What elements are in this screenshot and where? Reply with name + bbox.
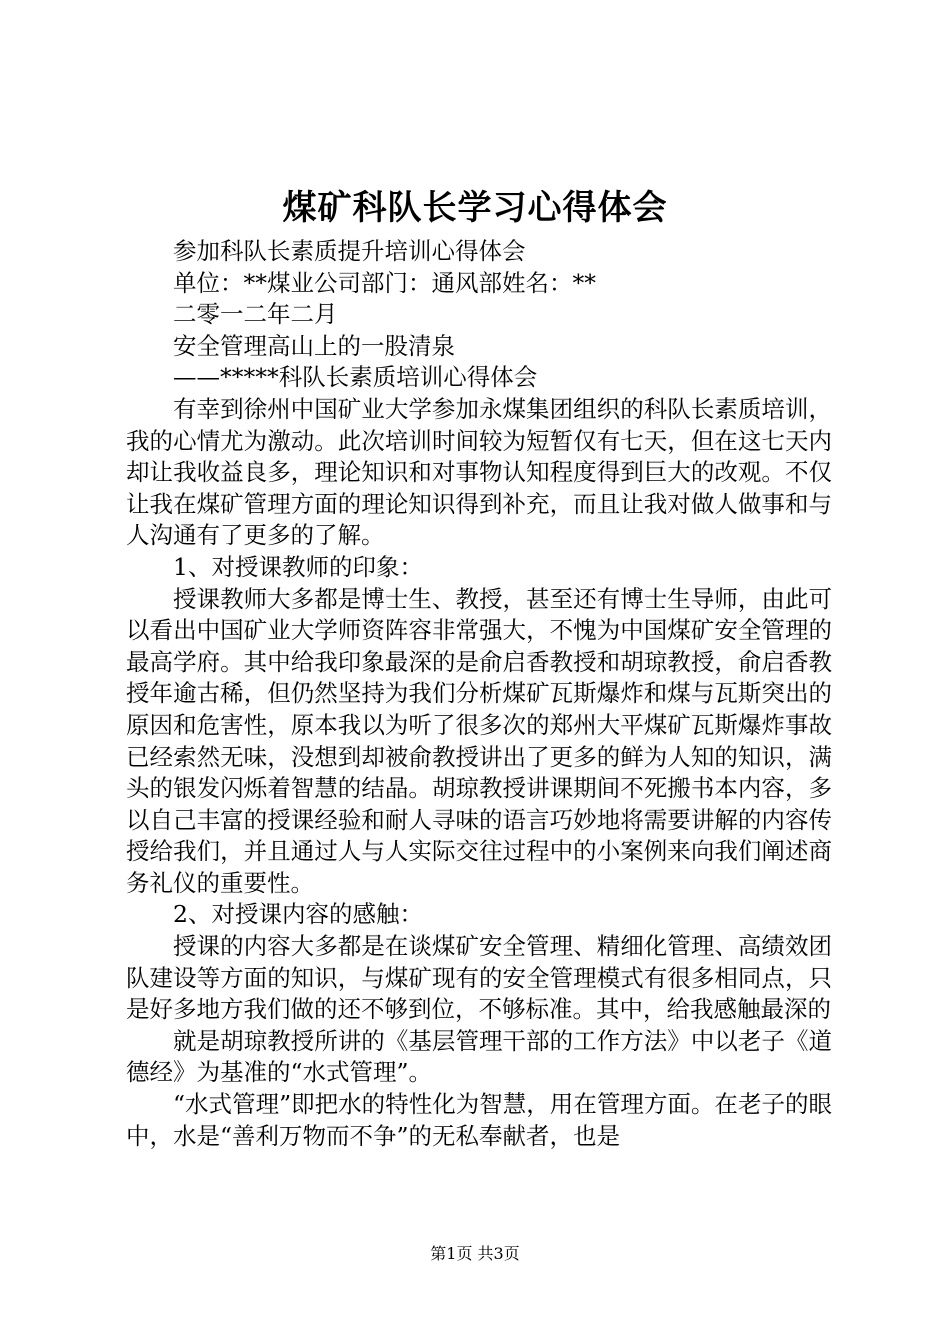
paragraph-content: 授课的内容大多都是在谈煤矿安全管理、精细化管理、高绩效团队建设等方面的知识，与煤矿现有的安全管理模式有很多相同点，只是好多地方我们做的还不够到位，不够标准。其中，给我感触最深的 <box>126 932 832 1024</box>
paragraph-teachers: 授课教师大多都是博士生、教授，甚至还有博士生导师，由此可以看出中国矿业大学师资阵容非常强大，不愧为中国煤矿安全管理的最高学府。其中给我印象最深的是俞启香教授和胡琼教授，俞启香教授年逾古稀，但仍然坚持为我们分析煤矿瓦斯爆炸和煤与瓦斯突出的原因和危害性，原本我以为听了很多次的郑州大平煤矿瓦斯爆炸事故已经索然无味，没想到却被俞教授讲出了更多的鲜为人知的知识，满头的银发闪烁着智慧的结晶。胡琼教授讲课期间不死搬书本内容，多以自己丰富的授课经验和耐人寻味的语言巧妙地将需要讲解的内容传授给我们，并且通过人与人实际交往过程中的小案例来向我们阐述商务礼仪的重要性。 <box>126 584 832 897</box>
paragraph-essay-subtitle: ——*****科队长素质培训心得体会 <box>173 363 538 392</box>
paragraph-intro: 有幸到徐州中国矿业大学参加永煤集团组织的科队长素质培训，我的心情尤为激动。此次培训时间较为短暂仅有七天，但在这七天内却让我收益良多，理论知识和对事物认知程度得到巨大的改观。不仅让我在煤矿管理方面的理论知识得到补充，而且让我对做人做事和与人沟通有了更多的了解。 <box>126 394 832 550</box>
document-title: 煤矿科队长学习心得体会 <box>282 188 668 228</box>
paragraph-subtitle: 参加科队长素质提升培训心得体会 <box>173 237 526 265</box>
page-number-footer: 第1页 共3页 <box>430 1244 520 1263</box>
paragraph-heading-1: 1、对授课教师的印象： <box>173 552 423 581</box>
paragraph-water-management: 就是胡琼教授所讲的《基层管理干部的工作方法》中以老子《道德经》为基准的“水式管理”。 <box>126 1026 832 1087</box>
document-body <box>126 236 832 1152</box>
paragraph-heading-2: 2、对授课内容的感触： <box>173 900 423 929</box>
paragraph-unit-info: 单位：**煤业公司部门：通风部姓名：** <box>173 268 596 297</box>
paragraph-water-definition: “水式管理”即把水的特性化为智慧，用在管理方面。在老子的眼中，水是“善利万物而不争”的无私奉献者，也是 <box>126 1090 832 1150</box>
paragraph-date: 二零一二年二月 <box>173 300 338 329</box>
paragraph-essay-title: 安全管理高山上的一股清泉 <box>173 331 455 360</box>
